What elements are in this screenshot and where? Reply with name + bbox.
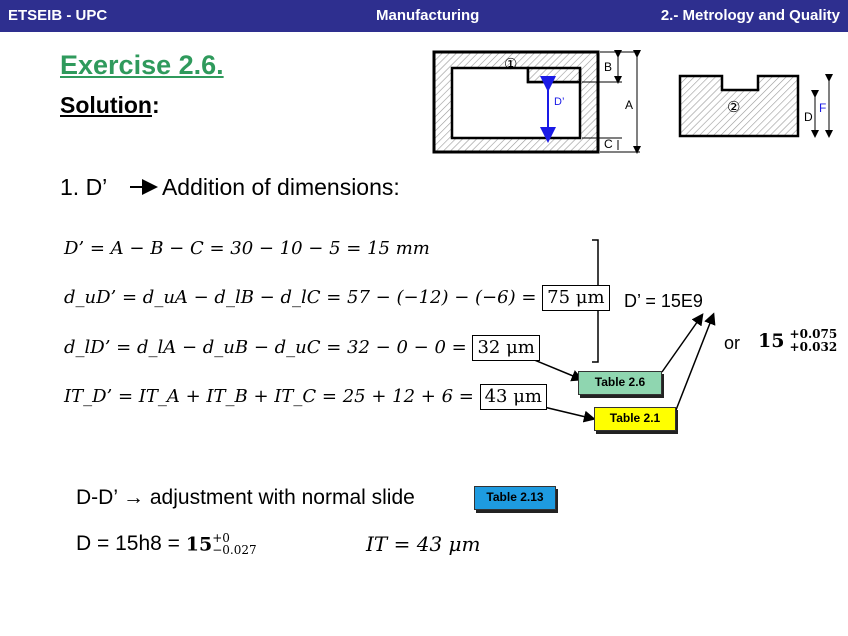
table-2-1-tag[interactable]: Table 2.1 (594, 407, 676, 431)
it-line (366, 532, 480, 556)
d-tolerance-line (76, 532, 257, 556)
equation-nominal-text: D’ = A − B − C = 30 − 10 − 5 = 15 mm (64, 238, 430, 259)
tolerance-notation-1 (758, 328, 837, 354)
table-2-6-tag[interactable]: Table 2.6 (578, 371, 662, 395)
solution-colon: : (151, 92, 160, 118)
result-e9: D’ = 15E9 (624, 291, 703, 311)
equation-lower-deviation (64, 335, 540, 361)
header-right: 2.- Metrology and Quality (660, 7, 840, 24)
equation-tolerance (64, 384, 547, 410)
dim-a-label: A (625, 98, 634, 112)
d-line-upper: +0 (212, 531, 230, 546)
equation-nominal (64, 238, 430, 259)
tol1-base: 15 (758, 330, 785, 352)
tol1-upper: +0.075 (789, 327, 838, 341)
it-line-text: IT = 43 μm (366, 532, 481, 556)
part1-number: ① (504, 55, 518, 73)
dprime-label: D’ (554, 96, 565, 108)
solution-label: Solution (60, 92, 152, 118)
equation-upper-deviation (64, 285, 610, 311)
equation-lower-text: d_lD’ = d_lA − d_uB − d_uC = 32 − 0 − 0 = (64, 337, 467, 358)
equation-tolerance-text: IT_D’ = IT_A + IT_B + IT_C = 25 + 12 + 6 = (64, 386, 474, 407)
exercise-title: Exercise 2.6. (60, 50, 224, 80)
header-center: Manufacturing (376, 7, 480, 24)
part2-number: ② (727, 98, 741, 116)
dim-c-label: C (604, 137, 613, 151)
d-line-base: 15 (185, 533, 213, 556)
dim-f-label: F (819, 101, 827, 115)
step1-text: Addition of dimensions: (161, 174, 400, 200)
d-line-prefix: D = 15h8 = (76, 532, 180, 555)
upper-deviation-result: 75 μm (542, 285, 609, 311)
tol1-lower: +0.032 (789, 340, 838, 354)
part2-drawing (680, 76, 829, 136)
tolerance-result: 43 μm (480, 384, 547, 410)
dim-b-label: B (604, 60, 613, 74)
table-2-13-tag[interactable]: Table 2.13 (474, 486, 556, 510)
step1-prefix: 1. D’ (60, 174, 107, 200)
step1-line (60, 174, 400, 201)
lower-deviation-result: 32 μm (472, 335, 539, 361)
or-label: or (724, 333, 741, 353)
d-line-lower: −0.027 (212, 543, 257, 558)
dim-d-label: D (804, 110, 813, 124)
equation-upper-text: d_uD’ = d_uA − d_lB − d_lC = 57 − (−12) − (−6) = (64, 287, 537, 308)
header-left: ETSEIB - UPC (8, 7, 108, 24)
adjustment-line: D-D’ → adjustment with normal slide (76, 486, 415, 509)
